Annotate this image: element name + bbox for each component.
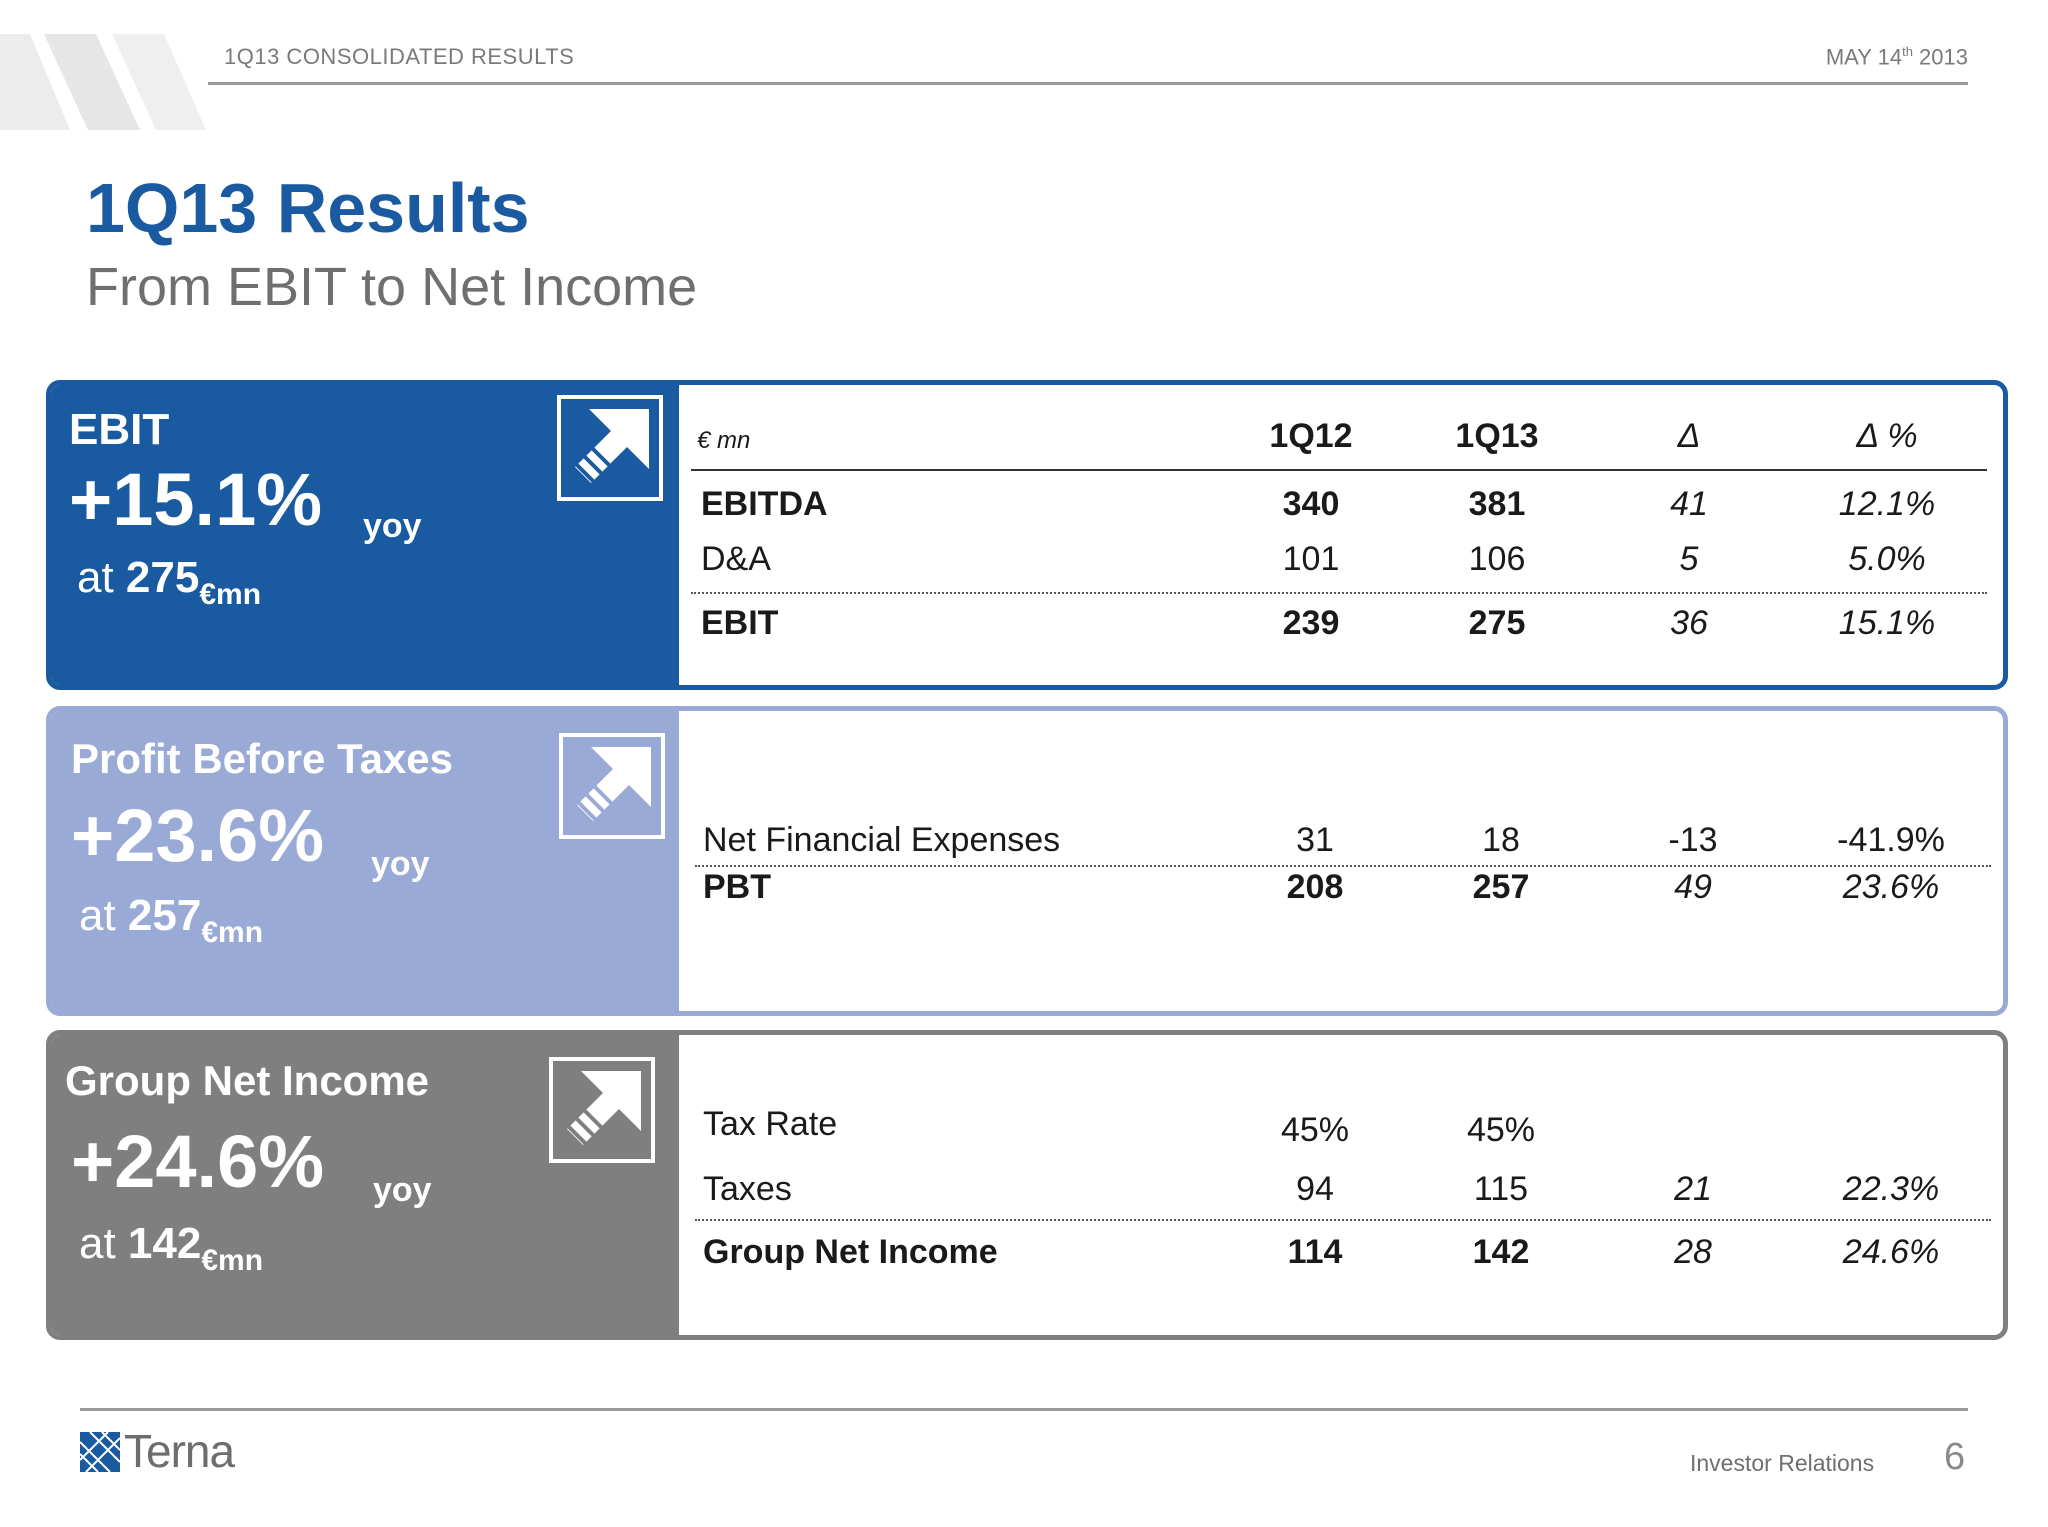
unit-header: € mn	[697, 427, 751, 454]
row-rule	[695, 865, 1991, 867]
summary-yoy: yoy	[371, 845, 430, 883]
row-value-delta: -13	[1668, 821, 1718, 859]
row-value-1q12: 114	[1287, 1233, 1343, 1271]
row-value-1q12: 31	[1296, 821, 1334, 859]
row-value-delta: 28	[1674, 1233, 1712, 1271]
header-section-title: 1Q13 CONSOLIDATED RESULTS	[224, 44, 575, 69]
row-label: Group Net Income	[703, 1233, 998, 1271]
header-rule	[691, 469, 1987, 471]
growth-arrow-icon	[559, 733, 665, 839]
row-value-1q13: 257	[1472, 868, 1530, 906]
col-header-delta-pct: Δ %	[1856, 417, 1918, 455]
row-label: Tax Rate	[703, 1105, 838, 1143]
summary-value: at $275_{€mn}$	[77, 553, 262, 611]
row-value-1q12: 94	[1296, 1170, 1334, 1208]
net-income-summary	[51, 1035, 679, 1335]
row-label: EBIT	[701, 604, 779, 642]
growth-arrow-icon	[549, 1057, 655, 1163]
net-income-panel	[46, 1030, 2008, 1340]
row-value-1q12: 45%	[1280, 1111, 1350, 1149]
footer-divider	[80, 1408, 1968, 1411]
header-date: MAY 14th 2013	[1825, 44, 1968, 70]
footer-label: Investor Relations	[1690, 1450, 1875, 1476]
row-value-delta: 21	[1674, 1170, 1712, 1208]
row-value-1q12: 101	[1282, 540, 1340, 578]
row-value-delta-pct: -41.9%	[1837, 821, 1945, 859]
summary-yoy: yoy	[363, 507, 422, 545]
row-label: Net Financial Expenses	[703, 821, 1061, 859]
row-value-delta-pct: 15.1%	[1838, 604, 1936, 642]
row-value-1q12: 208	[1286, 868, 1344, 906]
summary-yoy: yoy	[373, 1171, 432, 1209]
pbt-summary	[51, 711, 679, 1011]
row-value-delta: 36	[1670, 604, 1708, 642]
summary-growth: +24.6%	[71, 1120, 325, 1203]
row-value-1q13: 381	[1468, 485, 1526, 523]
header-divider	[208, 82, 1968, 85]
row-value-1q12: 340	[1282, 485, 1340, 523]
summary-growth: +15.1%	[69, 458, 323, 541]
row-value-1q13: 18	[1482, 821, 1520, 859]
col-header-1q13: 1Q13	[1455, 417, 1539, 455]
summary-value: at $257_{€mn}$	[79, 891, 264, 949]
page-title: 1Q13 Results	[86, 169, 530, 247]
row-value-delta-pct: 22.3%	[1842, 1170, 1940, 1208]
row-value-1q13: 45%	[1466, 1111, 1536, 1149]
row-rule	[695, 1219, 1991, 1221]
summary-title: Profit Before Taxes	[71, 735, 453, 782]
row-value-1q12: 239	[1282, 604, 1340, 642]
col-header-delta: Δ	[1677, 417, 1701, 455]
row-value-delta: 5	[1679, 540, 1699, 578]
ebit-summary	[51, 385, 679, 685]
row-label: PBT	[703, 868, 771, 906]
row-label: D&A	[701, 540, 771, 578]
header-stripes-graphic	[0, 34, 210, 130]
row-value-delta-pct: 24.6%	[1842, 1233, 1940, 1271]
row-label: EBITDA	[701, 485, 828, 523]
terna-logo-icon	[80, 1432, 120, 1472]
page-number: 6	[1944, 1436, 1966, 1478]
row-value-1q13: 142	[1472, 1233, 1530, 1271]
row-value-delta-pct: 5.0%	[1848, 540, 1926, 578]
row-label: Taxes	[703, 1170, 792, 1208]
summary-title: Group Net Income	[65, 1057, 430, 1104]
summary-growth: +23.6%	[71, 794, 325, 877]
pbt-panel	[46, 706, 2008, 1016]
summary-title: EBIT	[69, 405, 170, 454]
row-value-delta: 49	[1674, 868, 1712, 906]
page-subtitle: From EBIT to Net Income	[86, 257, 698, 317]
row-value-1q13: 115	[1473, 1170, 1529, 1208]
summary-value: at $142_{€mn}$	[79, 1219, 264, 1277]
row-value-delta: 41	[1670, 485, 1708, 523]
row-value-delta-pct: 23.6%	[1842, 868, 1940, 906]
row-rule	[691, 592, 1987, 594]
logo-wordmark: Terna	[124, 1425, 235, 1477]
row-value-1q13: 106	[1468, 540, 1526, 578]
row-value-1q13: 275	[1468, 604, 1526, 642]
ebit-panel	[46, 380, 2008, 690]
row-value-delta-pct: 12.1%	[1838, 485, 1936, 523]
col-header-1q12: 1Q12	[1269, 417, 1353, 455]
growth-arrow-icon	[557, 395, 663, 501]
